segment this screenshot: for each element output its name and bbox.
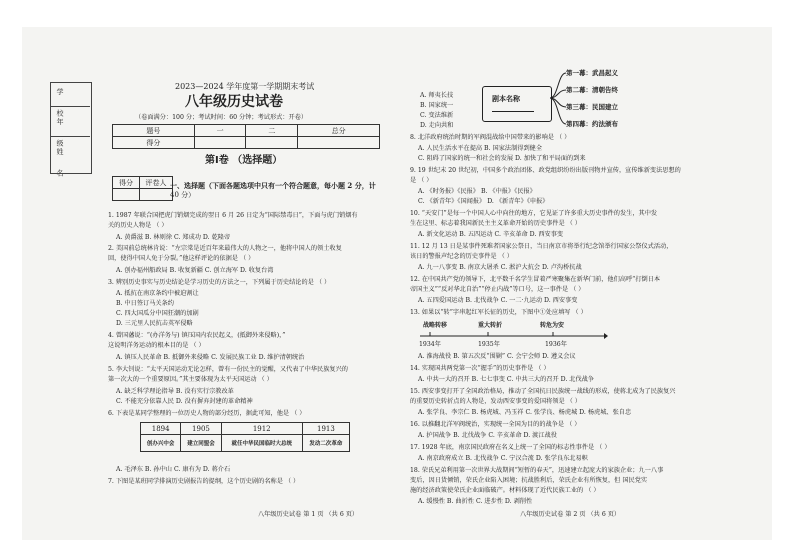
right-line-0: A. 师夷长技 [420, 92, 454, 99]
section1-b: 40 分） [170, 191, 196, 199]
right-line-30: A. 南京政府成立 B. 北伐战争 C. 宁汉合流 D. 张学良东北易帜 [418, 455, 588, 462]
right-line-20: 13. 如果以“转”字串起红军长征的历史，下图中①处应填写 （ ） [410, 309, 587, 316]
right-line-18: 帝国主义”“反对华北自治”“停止内战”等口号，这一事件是 （ ） [410, 286, 585, 293]
q6-event-0: 创办兴中会 [141, 435, 181, 452]
right-line-13: A. 新文化运动 B. 五四运动 C. 辛亥革命 D. 西安事变 [418, 231, 564, 238]
exam-info: （卷面满分：100 分；考试时间：60 分钟；考试形式：开卷） [135, 114, 308, 121]
right-line-26: A. 张学良、李宗仁 B. 杨虎城、冯玉祥 C. 张学良、杨虎城 D. 杨虎城、张自忠 [418, 409, 632, 416]
left-line-20: 7. 下图是某班同学排演历史剧报告的提纲，这个历史剧的名称是 （ ） [108, 478, 300, 485]
score-h2: 二 [246, 125, 298, 137]
school-label: 学 校 [56, 88, 64, 123]
left-line-5: A. 创办福州船政局 B. 收复新疆 C. 创立海军 D. 收复台湾 [116, 267, 274, 274]
q6-year-0: 1894 [141, 423, 181, 435]
left-line-2: A. 黄爵滋 B. 林则徐 C. 郑成功 D. 乾隆帝 [116, 234, 231, 241]
name-label: 姓 名 [56, 148, 64, 183]
score-v0: 得分 [113, 137, 195, 149]
score-h0: 题号 [113, 125, 195, 137]
right-line-5: A. 人民生活水平在提高 B. 国家法制得到健全 [418, 145, 543, 152]
right-line-28: A. 护国战争 B. 北伐战争 C. 辛亥革命 D. 渡江战役 [418, 432, 557, 439]
right-line-11: 10. “天安门”是每一个中国人心中向往的地方，它见证了许多重大历史事件的发生，其中发 [410, 210, 658, 217]
q6-event-1: 建立同盟会 [181, 435, 221, 452]
q6-year-1: 1905 [181, 423, 221, 435]
right-line-34: A. 缓慢性 B. 曲折性 C. 进步性 D. 剥削性 [418, 498, 533, 505]
scene-1: 第一幕：武昌起义 [566, 69, 618, 77]
left-line-12: 这说明洋务运动的根本目的是 （ ） [108, 342, 205, 349]
mindmap-center-box [482, 86, 552, 122]
timeline-arrow [604, 333, 608, 339]
right-line-15: 该日的警报声纪念的历史事件是 （ ） [410, 253, 513, 260]
mindmap-connectors [548, 68, 568, 128]
left-line-19: A. 毛泽东 B. 孙中山 C. 康有为 D. 蒋介石 [116, 466, 231, 473]
left-line-10: D. 三元里人民抗击英军侵略 [116, 320, 193, 327]
right-line-31: 18. 荣氏兄弟利用第一次世界大战期间“短暂的春天”，迅速建立起庞大的家族企业；九一八事 [410, 467, 664, 474]
right-line-22: 14. 实现国共两党第一次“握手”的历史事件是 （ ） [410, 365, 550, 372]
right-line-9: A. 《时务报》《民报》 B. 《中报》《民报》 [418, 188, 536, 195]
q6-table [140, 422, 350, 452]
timeline-label-1: 重大转折 [478, 322, 503, 329]
score-h3: 总分 [298, 125, 380, 137]
left-line-11: 4. 曾国藩说：“(办洋务与) 镇压国内农民起义，(抵御外来侵略)，” [108, 332, 286, 339]
exam-year: 2023—2024 学年度第一学期期末考试 [175, 82, 315, 91]
timeline-axis [418, 330, 608, 342]
binding-box [50, 82, 92, 174]
timeline-label-2: 转危为安 [540, 322, 565, 329]
score-v1[interactable] [194, 137, 246, 149]
scene-4: 第四幕：约法颁布 [566, 120, 618, 128]
right-line-29: 17. 1928 年底，南京国民政府在名义上统一了全国的标志性事件是 （ ） [410, 444, 611, 451]
left-line-18: 6. 下表是某同学整理的一位历史人物的部分经历，据此可知，他是 （ ） [108, 410, 306, 417]
score-table [112, 124, 380, 149]
grader-blank-1[interactable] [113, 189, 140, 201]
right-line-32: 变后，因日货倾销，荣氏企业陷入困境；抗战胜利后，荣氏企业有所恢复，但 国民党实 [410, 477, 648, 484]
left-line-8: B. 中日签订马关条约 [116, 300, 174, 307]
grader-name: 评卷人 [140, 177, 173, 189]
mindmap-center: 剧本名称 [492, 94, 520, 103]
right-line-23: A. 中共一大的召开 B. 七七事变 C. 中共三大的召开 D. 北伐战争 [418, 376, 595, 383]
right-line-6: C. 阻碍了国家的统一和社会的发展 D. 加快了和平局面的到来 [418, 155, 586, 162]
mindmap-blank-line [492, 111, 534, 112]
right-line-25: 的重要历史转折点的人物是，发动西安事变的爱国将领是 （ ） [410, 398, 581, 405]
timeline-year-0: 1934年 [419, 341, 441, 348]
timeline-label-0: 战略转移 [423, 322, 448, 329]
part1-title: 第Ⅰ卷 （选择题） [205, 155, 283, 166]
left-line-9: C. 四大国瓜分中国狂潮的加剧 [116, 310, 199, 317]
right-line-16: A. 九一八事变 B. 南京大屠杀 C. 淞沪大抗会 D. 卢沟桥抗战 [418, 264, 582, 271]
score-h1: 一 [194, 125, 246, 137]
q6-event-2: 就任中华民国临时大总统 [221, 435, 302, 452]
left-line-13: A. 镇压人民革命 B. 抵御外来侵略 C. 发展民族工业 D. 维护清朝统治 [116, 354, 305, 361]
section1-a: 一、选择题（下面各题选项中只有一个符合题意，每小题 2 分，计 [170, 181, 376, 190]
right-line-14: 11. 12 月 13 日是某事件死难者国家公祭日，当日南京市将举行纪念馆举行国家公祭仪式活动， [410, 243, 673, 250]
score-v2[interactable] [246, 137, 298, 149]
right-line-8: 是 （ ） [410, 177, 433, 184]
q6-year-3: 1913 [302, 423, 349, 435]
right-line-17: 12. 在中国共产党的领导下，北平数千名学生冒着严寒聚集在新华门前，他们高呼“打倒日本 [410, 276, 661, 283]
class-label: 年 级 [56, 118, 64, 153]
right-line-10: C. 《新青年》《国闻报》 D. 《新青年》《申报》 [418, 198, 549, 205]
left-line-1: 关的历史人物是 （ ） [108, 222, 168, 229]
right-line-21: A. 淮海战役 B. 第五次反“围剿” C. 会宁会师 D. 遵义会议 [418, 353, 576, 360]
grader-blank-2[interactable] [140, 189, 173, 201]
left-line-7: A. 抵抗在南京条约中被迫割让 [116, 290, 199, 297]
left-line-6: 3. 辨别历史事实与历史结论是学习历史的方法之一，下列属于历史结论的是 （ ） [108, 279, 331, 286]
score-v3[interactable] [298, 137, 380, 149]
left-line-16: A. 缺乏科学理论指导 B. 没有实行宗教改革 [116, 388, 234, 395]
left-line-15: 第一次大的一个重要原因。”其主要体现为太平天国运动 （ ） [108, 376, 273, 383]
right-line-19: A. 五四爱国运动 B. 北伐战争 C. 一二·九运动 D. 西安事变 [418, 297, 578, 304]
scene-2: 第二幕：清朝告终 [566, 86, 618, 94]
timeline-year-2: 1936年 [545, 341, 567, 348]
scene-3: 第三幕：民国建立 [566, 103, 618, 111]
left-line-3: 2. 美国前总统林肯说：“左宗棠是近百年来最伟大的人物之一，他将中国人的领土收复 [108, 245, 342, 252]
right-line-27: 16. 以推翻北洋军阀统治，实现统一全国为目的的战争是 （ ） [410, 421, 581, 428]
q6-event-3: 发动二次革命 [302, 435, 349, 452]
footer-left: 八年级历史试卷 第 1 页 （共 6 页） [258, 511, 359, 518]
grader-score: 得分 [113, 177, 140, 189]
left-line-0: 1. 1987 年联合国把虎门销烟完成的翌日 6 月 26 日定为“国际禁毒日”，下面与虎门销烟有 [108, 212, 358, 219]
left-line-14: 5. 李大钊说：“太平天国运动无论怎样，曾有一份民主的觉醒，又代表了中华民族复兴的 [108, 366, 348, 373]
left-line-17: C. 不能充分依靠人民 D. 没有摒弃封建的革命精神 [116, 398, 253, 405]
right-line-33: 施的经济政策使荣氏企业面临破产。材料体现了近代民族工业的 （ ） [410, 487, 600, 494]
right-line-4: 8. 北洋政府统治时期的军阀混战给中国带来的影响是 （ ） [410, 134, 571, 141]
left-line-4: 回，使得中国人免于分裂。”他这样评论的依据是 （ ） [108, 255, 255, 262]
right-line-3: D. 走向共和 [420, 122, 454, 129]
right-line-12: 生在这里、标志着我国新民主主义革命开始的历史事件是 （ ） [410, 220, 581, 227]
page-title: 八年级历史试卷 [185, 94, 283, 110]
right-line-1: B. 国家统一 [420, 102, 454, 109]
q6-year-2: 1912 [221, 423, 302, 435]
right-line-7: 9. 19 世纪末 20 世纪初，中国多个政治团体、政党组织纷纷出版刊物并宣传，宣传维新变法思想的 [410, 167, 681, 174]
footer-right: 八年级历史试卷 第 2 页 （共 6 页） [520, 511, 621, 518]
timeline-year-1: 1935年 [478, 341, 500, 348]
grader-table [112, 176, 173, 201]
right-line-2: C. 变法维新 [420, 112, 454, 119]
right-line-24: 15. 西安事变打开了全国政治格局，推动了全国抗日民族统一战线的形成，使蒋北成为了民族复兴 [410, 388, 676, 395]
